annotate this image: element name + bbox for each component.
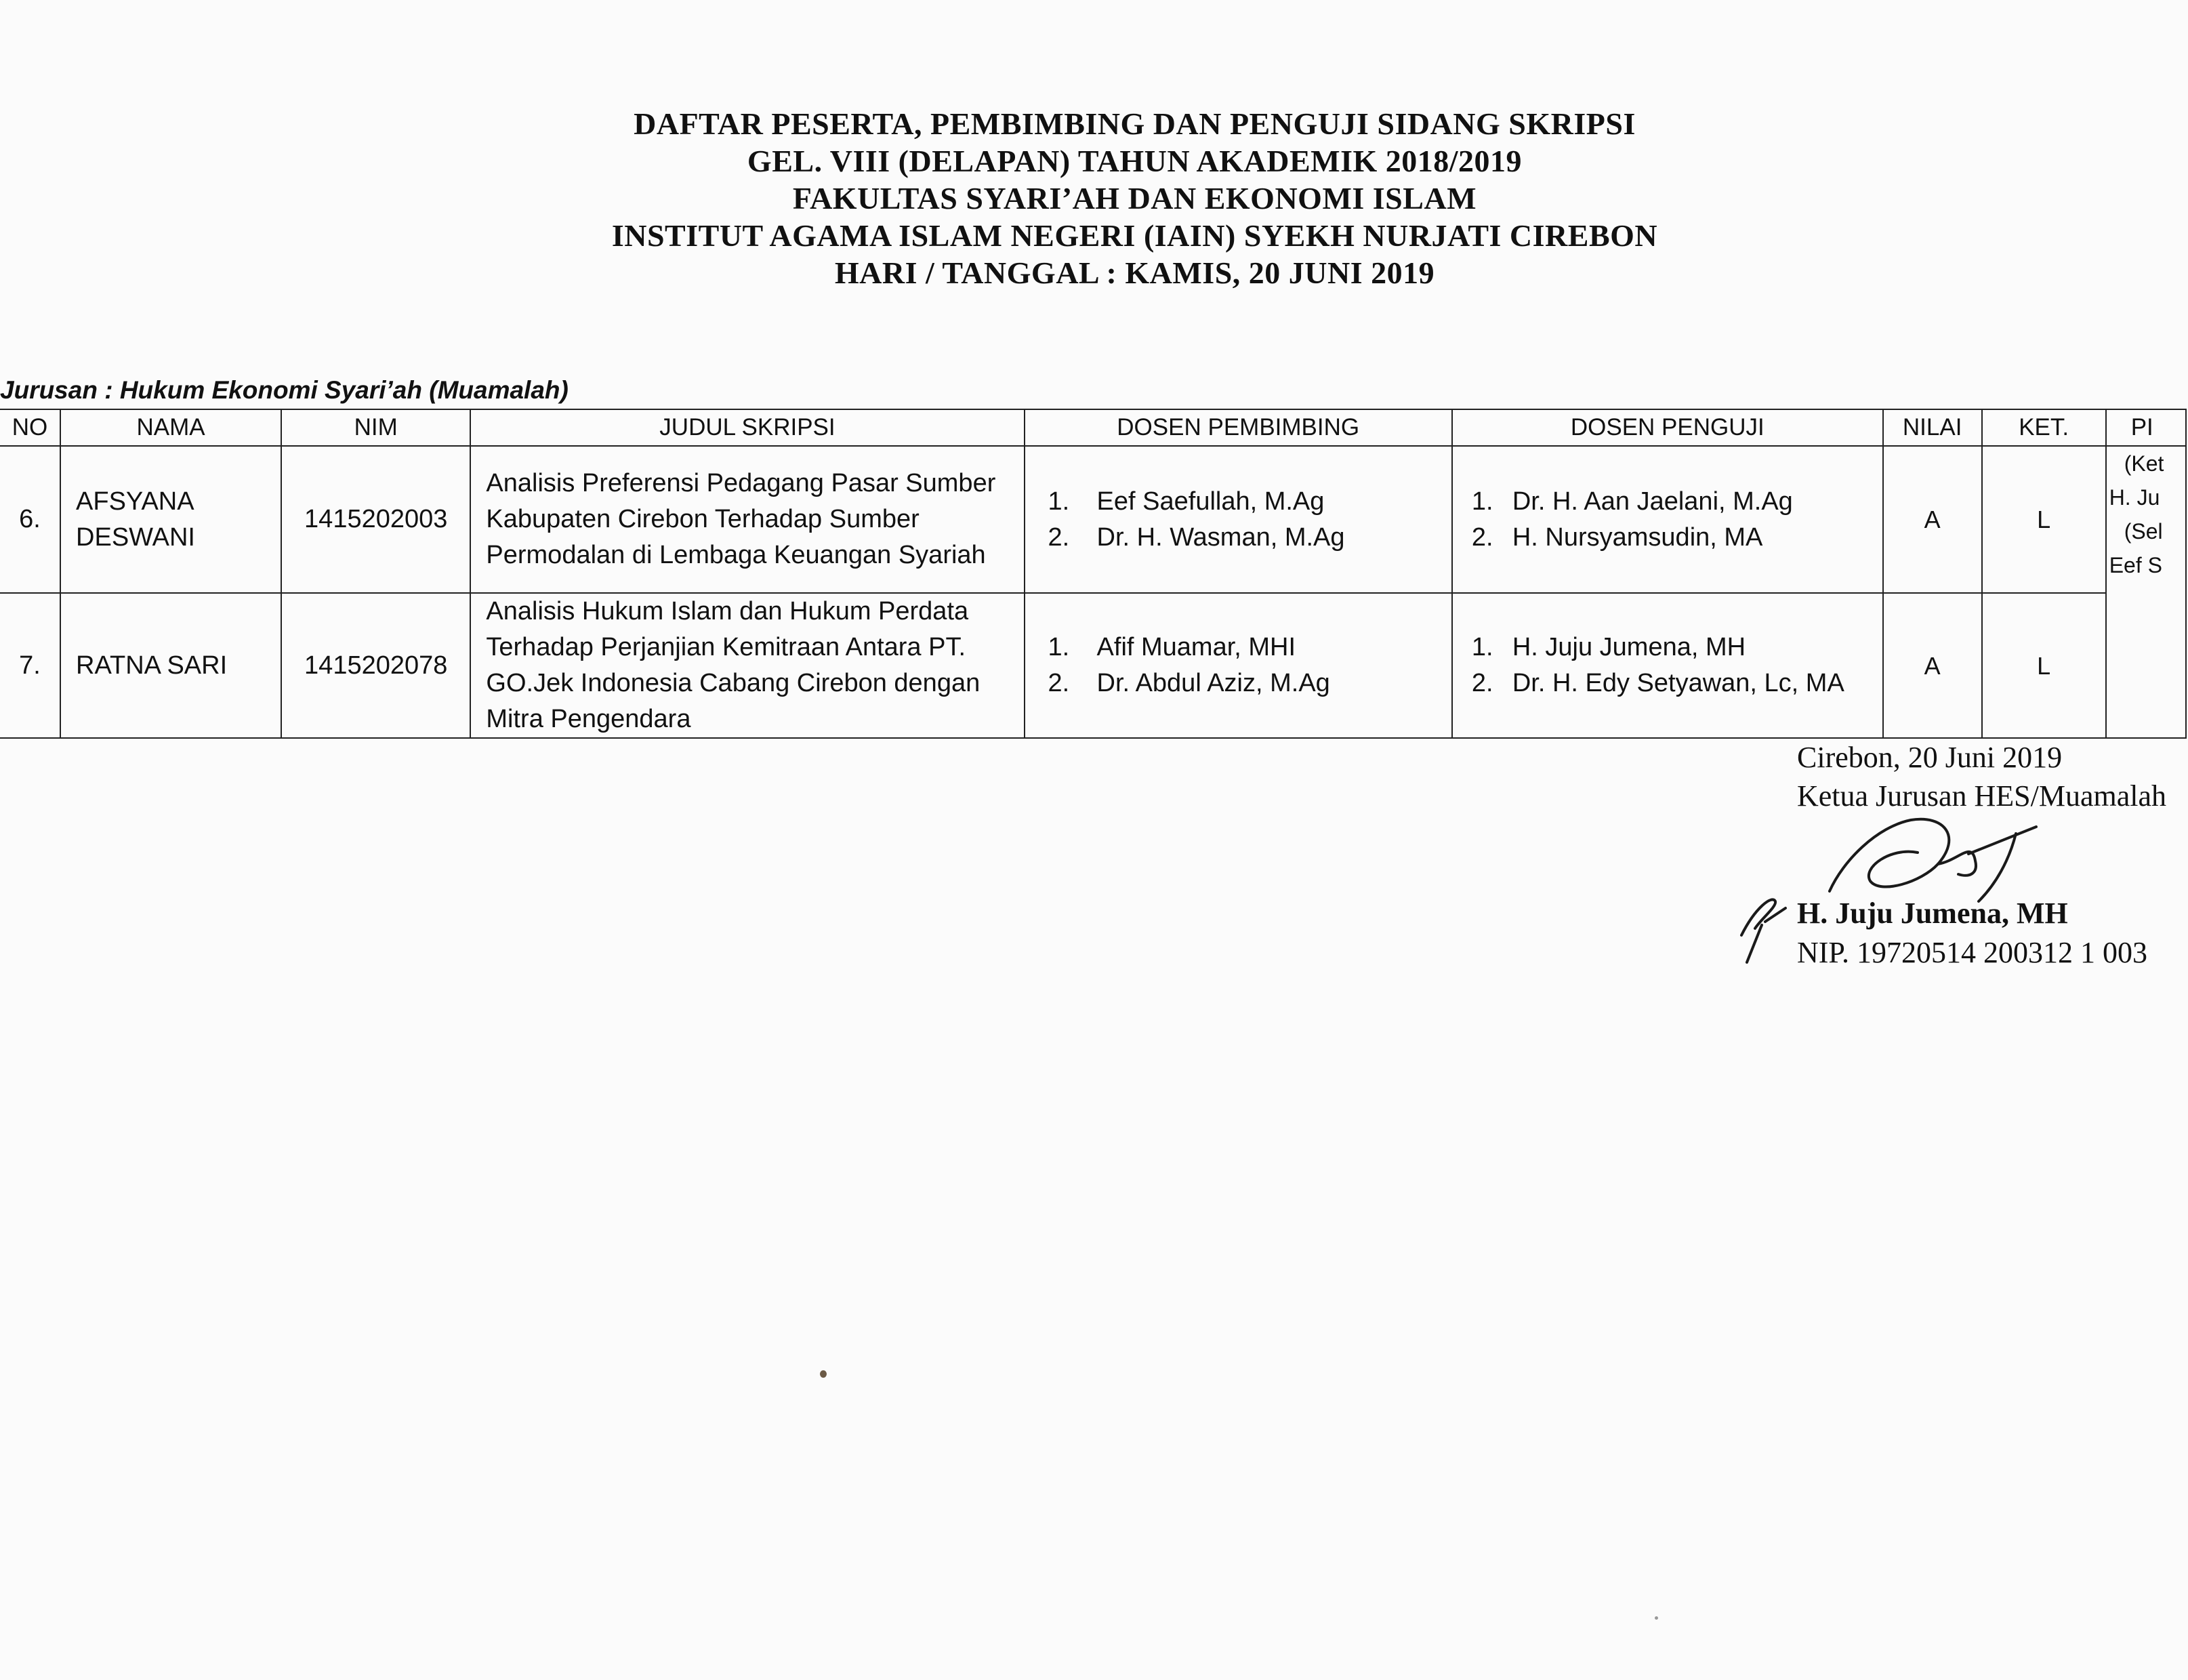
cell-nilai: A	[1883, 593, 1982, 738]
examiner-name: H. Nursyamsudin, MA	[1512, 523, 1763, 552]
list-number: 2.	[1471, 523, 1493, 552]
cell-pi	[2106, 446, 2186, 738]
cell-pembimbing	[1025, 593, 1452, 738]
cell-nilai: A	[1883, 446, 1982, 593]
col-header-pembimbing: DOSEN PEMBIMBING	[1025, 409, 1452, 446]
department-label: Jurusan : Hukum Ekonomi Syari’ah (Muamalah)	[0, 376, 569, 404]
signature-role: Ketua Jurusan HES/Muamalah	[1797, 779, 2166, 813]
col-header-judul: JUDUL SKRIPSI	[470, 409, 1024, 446]
col-header-nilai: NILAI	[1883, 409, 1982, 446]
cell-penguji	[1452, 446, 1883, 593]
title-line-1: DAFTAR PESERTA, PEMBIMBING DAN PENGUJI SIDANG SKRIPSI	[634, 106, 1636, 141]
paper-speck	[1655, 1616, 1658, 1620]
list-number: 1.	[1048, 633, 1070, 661]
cell-nim: 1415202003	[281, 446, 470, 593]
list-number: 2.	[1048, 523, 1070, 552]
col-header-penguji: DOSEN PENGUJI	[1452, 409, 1883, 446]
judul-line: GO.Jek Indonesia Cabang Cirebon dengan	[486, 669, 981, 697]
advisor-name: Dr. H. Wasman, M.Ag	[1096, 523, 1345, 552]
cell-penguji	[1452, 593, 1883, 738]
pi-line: (Ket	[2124, 451, 2164, 476]
judul-line: Terhadap Perjanjian Kemitraan Antara PT.	[486, 633, 966, 661]
col-header-ket: KET.	[1982, 409, 2106, 446]
list-number: 1.	[1471, 487, 1493, 516]
advisor-name: Afif Muamar, MHI	[1096, 633, 1296, 661]
list-number: 1.	[1471, 633, 1493, 661]
col-header-nama: NAMA	[60, 409, 281, 446]
col-header-no: NO	[0, 409, 60, 446]
judul-line: Analisis Preferensi Pedagang Pasar Sumber	[486, 469, 996, 497]
table-header-row	[0, 409, 2186, 446]
signature-place-date: Cirebon, 20 Juni 2019	[1797, 741, 2063, 774]
nama-line: AFSYANA	[76, 487, 194, 516]
list-number: 1.	[1048, 487, 1070, 516]
document-title	[0, 105, 2188, 291]
cell-no: 6.	[0, 446, 60, 593]
handwritten-signature-icon	[1735, 800, 2087, 976]
paper-speck	[820, 1370, 827, 1378]
cell-nama	[60, 593, 281, 738]
advisor-name: Dr. Abdul Aziz, M.Ag	[1096, 669, 1330, 697]
table-row	[0, 593, 2186, 738]
pi-line: Eef S	[2109, 553, 2162, 577]
judul-line: Analisis Hukum Islam dan Hukum Perdata	[486, 597, 969, 626]
cell-judul	[470, 593, 1024, 738]
title-line-5: HARI / TANGGAL : KAMIS, 20 JUNI 2019	[834, 255, 1435, 290]
cell-judul	[470, 446, 1024, 593]
pi-line: (Sel	[2124, 519, 2163, 544]
examiner-name: H. Juju Jumena, MH	[1512, 633, 1746, 661]
nama-line: RATNA SARI	[76, 651, 228, 680]
thesis-exam-table	[0, 409, 2187, 739]
title-line-4: INSTITUT AGAMA ISLAM NEGERI (IAIN) SYEKH NURJATI CIREBON	[611, 218, 1658, 253]
col-header-nim: NIM	[281, 409, 470, 446]
col-header-pi: PI	[2106, 409, 2186, 446]
advisor-name: Eef Saefullah, M.Ag	[1096, 487, 1325, 516]
cell-pembimbing	[1025, 446, 1452, 593]
cell-nama	[60, 446, 281, 593]
cell-ket: L	[1982, 593, 2106, 738]
cell-nim: 1415202078	[281, 593, 470, 738]
title-line-3: FAKULTAS SYARI’AH DAN EKONOMI ISLAM	[792, 181, 1477, 216]
examiner-name: Dr. H. Aan Jaelani, M.Ag	[1512, 487, 1793, 516]
judul-line: Mitra Pengendara	[486, 705, 691, 733]
table-row	[0, 446, 2186, 593]
title-line-2: GEL. VIII (DELAPAN) TAHUN AKADEMIK 2018/2019	[747, 144, 1523, 178]
list-number: 2.	[1471, 669, 1493, 697]
cell-no: 7.	[0, 593, 60, 738]
pi-line: H. Ju	[2109, 485, 2160, 510]
nama-line: DESWANI	[76, 523, 195, 552]
cell-ket: L	[1982, 446, 2106, 593]
signatory-nip: NIP. 19720514 200312 1 003	[1797, 936, 2148, 969]
judul-line: Permodalan di Lembaga Keuangan Syariah	[486, 541, 986, 569]
judul-line: Kabupaten Cirebon Terhadap Sumber	[486, 505, 920, 533]
signatory-name: H. Juju Jumena, MH	[1797, 897, 2068, 930]
examiner-name: Dr. H. Edy Setyawan, Lc, MA	[1512, 669, 1844, 697]
list-number: 2.	[1048, 669, 1070, 697]
